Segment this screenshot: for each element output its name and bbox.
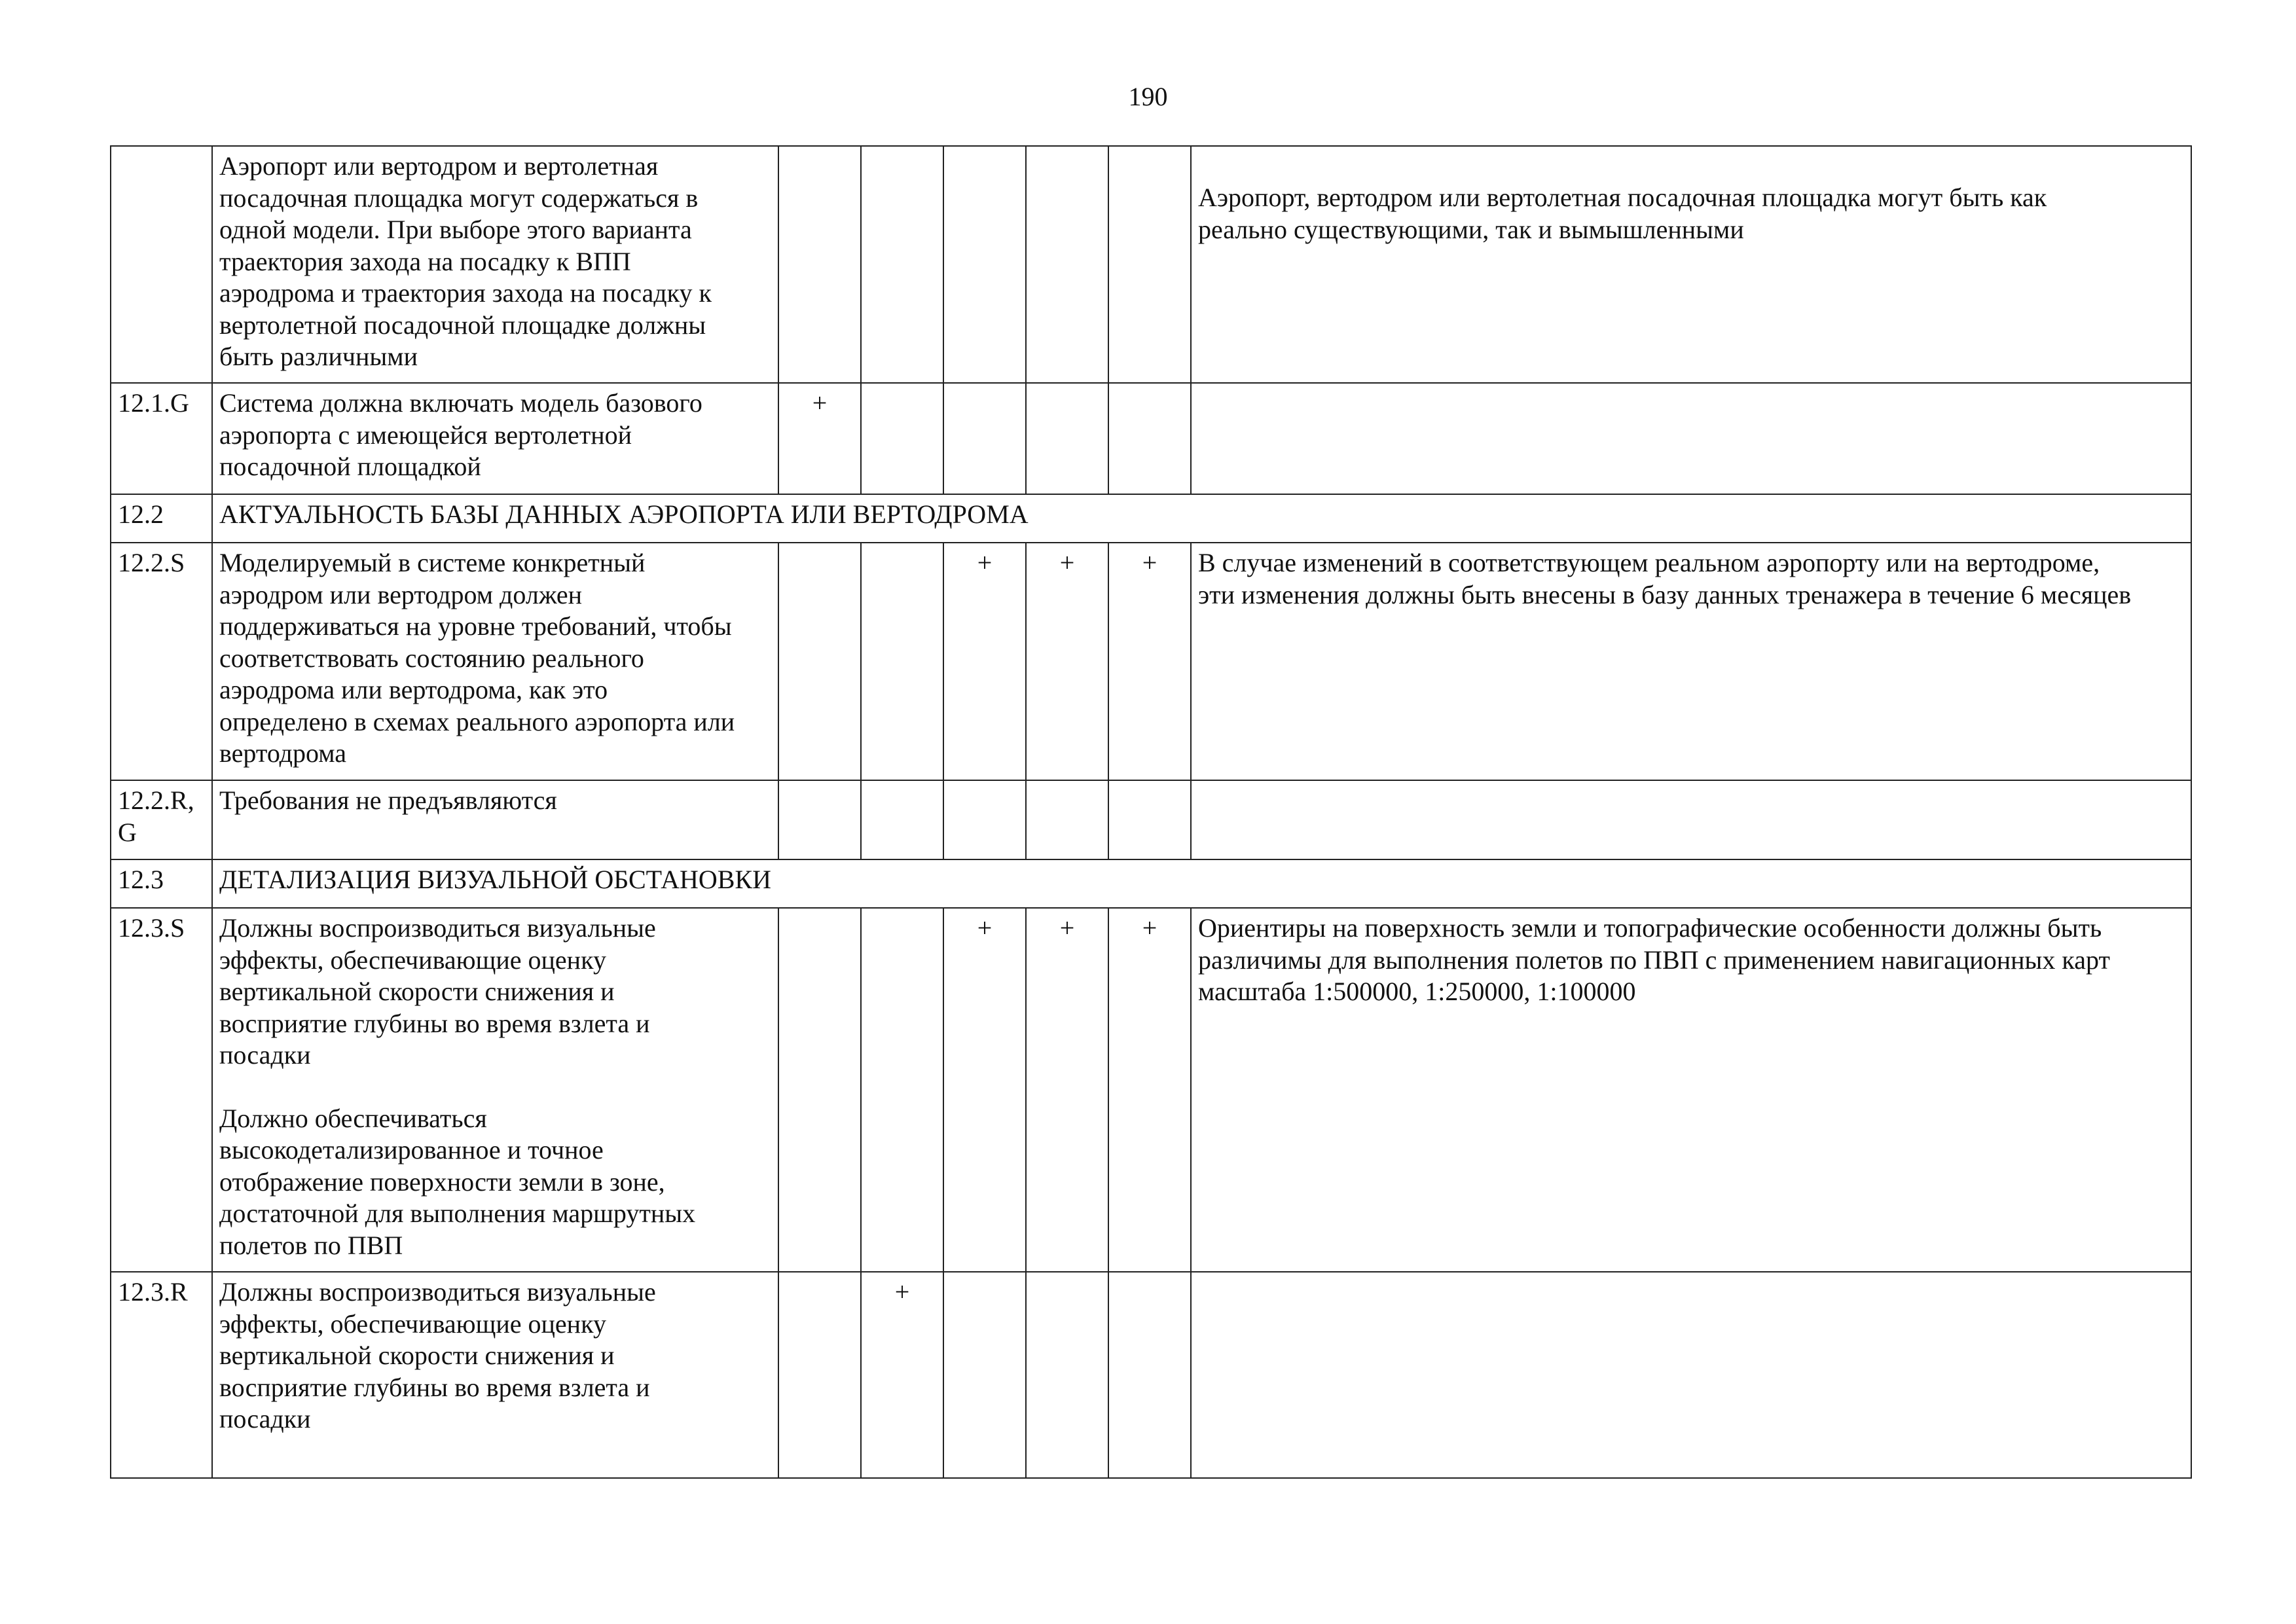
requirement-text: Моделируемый в системе конкретный аэродром или вертодром должен поддерживаться на уровне требований, чтобы соответствовать состоянию реального аэродрома или вертодрома, как это определено в схемах реального аэропорта или вертодрома (212, 543, 778, 780)
row-code: 12.2.S (111, 543, 212, 780)
mark-cell (943, 1272, 1026, 1478)
note-text: Аэропорт, вертодром или вертолетная посадочная площадка могут быть как реально существующими, так и вымышленными (1191, 146, 2191, 383)
mark-cell (943, 383, 1026, 494)
mark-cell (861, 780, 943, 859)
mark-cell: + (1026, 543, 1108, 780)
note-text (1191, 1272, 2191, 1478)
requirement-cell (212, 908, 778, 1272)
mark-cell (1026, 780, 1108, 859)
mark-cell (943, 146, 1026, 383)
mark-cell (778, 908, 861, 1272)
requirement-text: Система должна включать модель базового аэропорта с имеющейся вертолетной посадочной площадкой (212, 383, 778, 494)
table-row (111, 1272, 2191, 1478)
note-text: В случае изменений в соответствующем реальном аэропорту или на вертодроме, эти изменения должны быть внесены в базу данных тренажера в течение 6 месяцев (1191, 543, 2191, 780)
mark-cell (778, 146, 861, 383)
requirements-table (110, 145, 2192, 1479)
row-code (111, 146, 212, 383)
mark-cell (861, 908, 943, 1272)
row-code: 12.3.S (111, 908, 212, 1272)
note-text: Ориентиры на поверхность земли и топографические особенности должны быть различимы для выполнения полетов по ПВП с применением навигационных карт масштаба 1:500000, 1:250000, 1:100000 (1191, 908, 2191, 1272)
mark-cell (1108, 1272, 1191, 1478)
row-code: 12.2.R, G (111, 780, 212, 859)
mark-cell (778, 543, 861, 780)
mark-cell (1026, 383, 1108, 494)
section-row (111, 859, 2191, 908)
table-row (111, 543, 2191, 780)
row-code: 12.1.G (111, 383, 212, 494)
row-code: 12.3.R (111, 1272, 212, 1478)
requirement-text: Аэропорт или вертодром и вертолетная посадочная площадка могут содержаться в одной модели. При выборе этого варианта траектория захода на посадку к ВПП аэродрома и траектория захода на посадку к вертолетной посадочной площадке должны быть различными (212, 146, 778, 383)
section-row (111, 494, 2191, 543)
requirement-text-2: Должно обеспечиваться высокодетализированное и точное отображение поверхности земли в зоне, достаточной для выполнения маршрутных полетов по ПВП (219, 1103, 696, 1260)
section-code: 12.3 (111, 859, 212, 908)
section-title: АКТУАЛЬНОСТЬ БАЗЫ ДАННЫХ АЭРОПОРТА ИЛИ ВЕРТОДРОМА (212, 494, 2191, 543)
mark-cell (1108, 780, 1191, 859)
table-row (111, 908, 2191, 1272)
mark-cell (861, 383, 943, 494)
mark-cell: + (778, 383, 861, 494)
mark-cell (1026, 146, 1108, 383)
mark-cell: + (943, 543, 1026, 780)
page-number: 190 (1128, 82, 1168, 111)
mark-cell (1108, 146, 1191, 383)
mark-cell (1108, 383, 1191, 494)
mark-cell: + (1108, 543, 1191, 780)
table-row (111, 780, 2191, 859)
requirement-text: Должны воспроизводиться визуальные эффекты, обеспечивающие оценку вертикальной скорости снижения и восприятие глубины во время взлета и посадки (212, 1272, 778, 1478)
mark-cell (1026, 1272, 1108, 1478)
mark-cell (861, 146, 943, 383)
mark-cell: + (943, 908, 1026, 1272)
mark-cell (943, 780, 1026, 859)
mark-cell: + (861, 1272, 943, 1478)
mark-cell (778, 780, 861, 859)
mark-cell (778, 1272, 861, 1478)
requirement-text: Требования не предъявляются (212, 780, 778, 859)
note-text (1191, 383, 2191, 494)
table-row (111, 383, 2191, 494)
mark-cell: + (1026, 908, 1108, 1272)
table-row (111, 146, 2191, 383)
section-code: 12.2 (111, 494, 212, 543)
note-text (1191, 780, 2191, 859)
requirement-text: Должны воспроизводиться визуальные эффекты, обеспечивающие оценку вертикальной скорости снижения и восприятие глубины во время взлета и посадки (219, 913, 656, 1070)
mark-cell: + (1108, 908, 1191, 1272)
section-title: ДЕТАЛИЗАЦИЯ ВИЗУАЛЬНОЙ ОБСТАНОВКИ (212, 859, 2191, 908)
mark-cell (861, 543, 943, 780)
